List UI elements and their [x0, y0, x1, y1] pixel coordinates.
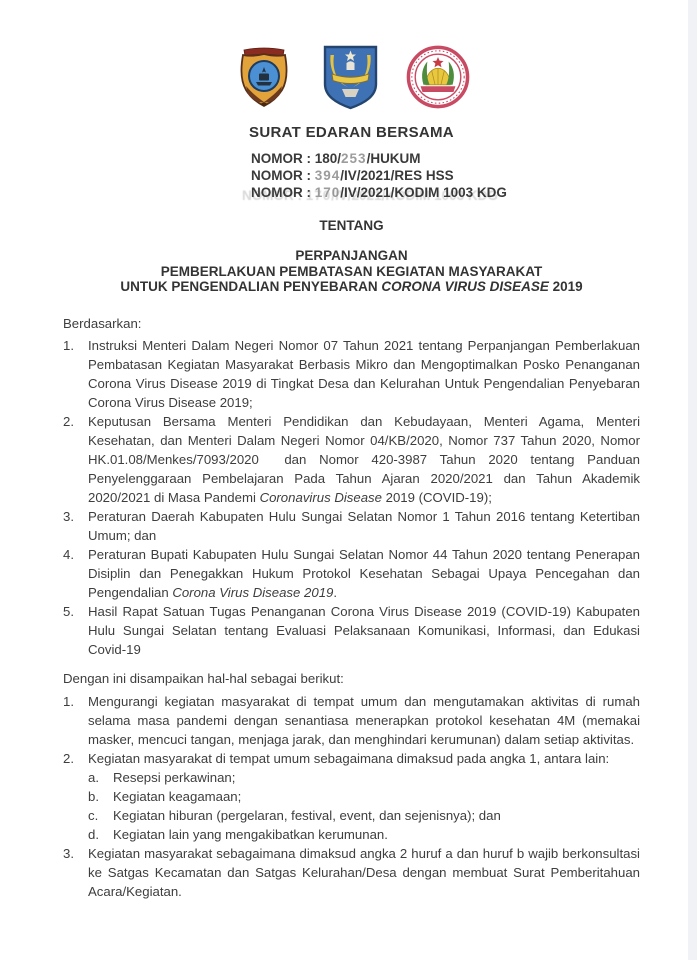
kabupaten-hulu-sungai-selatan-crest-logo [322, 44, 379, 110]
list-item [63, 336, 640, 412]
list-item-text [88, 749, 640, 768]
list-item-number: 2. [63, 413, 74, 429]
list-item-text [88, 507, 640, 545]
list-item-text [88, 336, 640, 412]
sub-list-item [88, 787, 640, 806]
text-segment: 2019 [548, 279, 583, 294]
page-edge-shadow [688, 0, 697, 960]
subject-line [63, 279, 640, 295]
text-segment: Kegiatan hiburan (pergelaran, festival, event, dan sejenisnya); dan [113, 807, 501, 823]
text-segment: Keputusan Bersama Menteri Pendidikan dan Kebudayaan, Menteri Agama, Menteri Kesehatan, dan Menteri Dalam Negeri Nomor 04/KB/2020, Nomor 737 Tahun 2020, Nomor HK.01.08/Menkes/7093/2020 dan Nomor 420-3987 Tahun 2020 tentang Panduan Penyelenggaraan Pembelajaran Pada Tahun Ajaran 2020/2021 dan Tahun Akademik 2020/2021 di Masa Pandemi [88, 413, 640, 505]
text-segment: NOMOR : 180/ [251, 151, 342, 166]
tentang-label: TENTANG [319, 218, 384, 233]
list-item-number: 2. [63, 750, 74, 766]
text-segment: Peraturan Bupati Kabupaten Hulu Sungai Selatan Nomor 44 Tahun 2020 tentang Penerapan Disiplin dan Penegakkan Hukum Protokol Kesehatan Sebagai Upaya Pencegahan dan Pengendalian [88, 546, 640, 600]
text-segment: Kegiatan keagamaan; [113, 788, 242, 804]
text-segment: Coronavirus Disease [259, 489, 382, 505]
polri-kalimantan-selatan-badge-logo [232, 46, 296, 108]
subject-line [63, 248, 640, 264]
list-item [63, 692, 640, 749]
sub-list-item-text [113, 787, 640, 806]
list-item [63, 545, 640, 602]
text-segment: /HUKUM [366, 151, 421, 166]
text-segment: . [333, 584, 338, 600]
sub-list-item-letter: a. [88, 769, 99, 785]
list-item [63, 507, 640, 545]
list-item-text [88, 692, 640, 749]
berdasarkan-label: Berdasarkan: [63, 315, 142, 331]
text-segment: PERPANJANGAN [295, 248, 408, 263]
text-segment: UNTUK PENGENDALIAN PENYEBARAN [120, 279, 382, 294]
nomor-line [251, 150, 507, 167]
sub-list-item [88, 768, 640, 787]
provisions-list [63, 692, 640, 901]
text-segment: NOMOR : [251, 185, 315, 200]
text-segment: NOMOR : [251, 168, 315, 183]
text-segment: /IV/2021/KODIM 1003 KDG [340, 185, 507, 200]
text-segment: 170 [314, 185, 341, 200]
text-segment: Resepsi perkawinan; [113, 769, 236, 785]
list-item [63, 749, 640, 768]
text-segment: CORONA VIRUS DISEASE [381, 279, 549, 294]
text-segment: Corona Virus Disease 2019 [172, 584, 334, 600]
sub-list-item-text [113, 806, 640, 825]
subject-block [63, 248, 640, 295]
sub-list-item-letter: d. [88, 826, 99, 842]
text-segment: Peraturan Daerah Kabupaten Hulu Sungai Selatan Nomor 1 Tahun 2016 tentang Ketertiban Umum; dan [88, 508, 640, 543]
list-item [63, 844, 640, 901]
sub-list-item [88, 806, 640, 825]
text-segment: Hasil Rapat Satuan Tugas Penanganan Corona Virus Disease 2019 (COVID-19) Kabupaten Hulu Sungai Selatan tentang Evaluasi Pelaksanaan Komunikasi, Informasi, dan Edukasi Covid-19 [88, 603, 640, 657]
header-logos [63, 44, 640, 110]
text-segment: Kegiatan masyarakat di tempat umum sebagaimana dimaksud pada angka 1, antara lain: [88, 750, 610, 766]
text-segment: Mengurangi kegiatan masyarakat di tempat umum dan mengutamakan aktivitas di rumah selama masa pandemi dengan senantiasa menerapkan protokol kesehatan 4M (memakai masker, mencuci tangan, menjaga jarak, dan menghindari kerumunan) dalam setiap aktivitas. [88, 693, 640, 747]
list-item-text [88, 545, 640, 602]
text-segment: 394 [314, 168, 341, 183]
sub-list-item-letter: b. [88, 788, 99, 804]
list-item-number: 3. [63, 508, 74, 524]
nomor-line [251, 167, 507, 184]
list-item-text [88, 412, 640, 507]
text-segment: PEMBERLAKUAN PEMBATASAN KEGIATAN MASYARAKAT [160, 263, 543, 279]
sub-list-item-letter: c. [88, 807, 99, 823]
text-segment: Instruksi Menteri Dalam Negeri Nomor 07 Tahun 2021 tentang Perpanjangan Pemberlakuan Pembatasan Kegiatan Masyarakat Berbasis Mikro dan Mengoptimalkan Posko Penanganan Corona Virus Disease 2019 di Tingkat Desa dan Kelurahan Untuk Pengendalian Penyebaran Corona Virus Disease 2019; [88, 337, 640, 410]
document-title: SURAT EDARAN BERSAMA [249, 124, 454, 141]
list-item-number: 4. [63, 546, 74, 562]
list-item-number: 1. [63, 693, 74, 709]
text-segment: /IV/2021/RES HSS [340, 168, 454, 183]
text-segment: 253 [341, 151, 367, 166]
list-item [63, 412, 640, 507]
text-segment: Kegiatan lain yang mengakibatkan kerumunan. [113, 826, 388, 842]
list-item-text [88, 602, 640, 659]
list-item-number: 1. [63, 337, 74, 353]
list-item [63, 602, 640, 659]
list-item-text [88, 844, 640, 901]
sub-list-item [88, 825, 640, 844]
legal-basis-list [63, 336, 640, 659]
nomor-block [251, 150, 507, 201]
kodim-1003-kandangan-emblem-logo [405, 45, 471, 109]
list-item-number: 3. [63, 845, 74, 861]
nomor-line [251, 184, 507, 201]
sub-list-item-text [113, 768, 640, 787]
sub-list-item-text [113, 825, 640, 844]
list-item-number: 5. [63, 603, 74, 619]
text-segment: Kegiatan masyarakat sebagaimana dimaksud angka 2 huruf a dan huruf b wajib berkonsultasi ke Satgas Kecamatan dan Satgas Kelurahan/Desa dengan membuat Surat Pemberitahuan Acara/Kegiatan. [88, 845, 640, 899]
dengan-ini-label: Dengan ini disampaikan hal-hal sebagai berikut: [63, 670, 344, 686]
subject-line [63, 264, 640, 280]
text-segment: 2019 (COVID-19); [381, 489, 492, 505]
